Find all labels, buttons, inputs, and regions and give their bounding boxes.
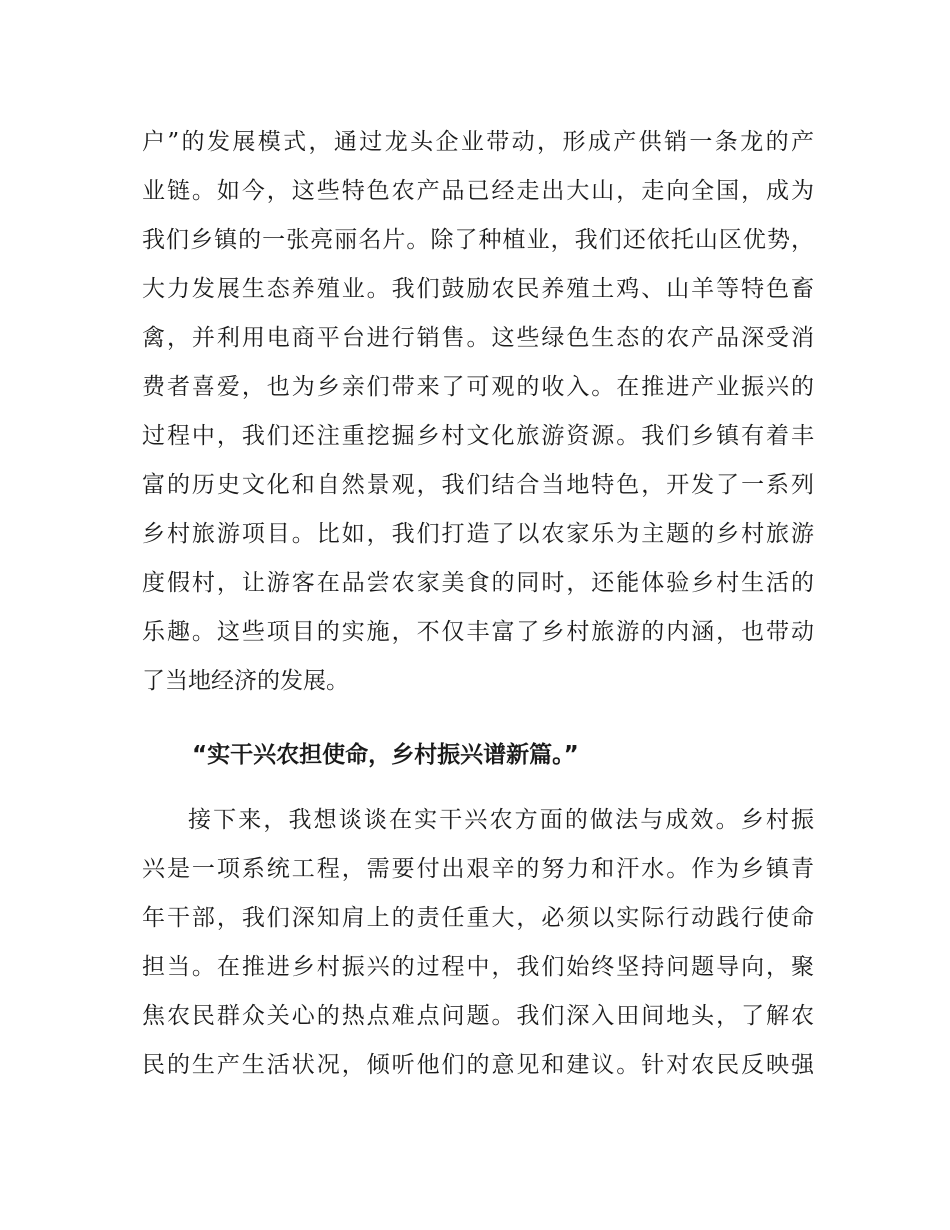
text-line: 富的历史文化和自然景观，我们结合当地特色，开发了一系列 (142, 472, 814, 498)
text-line: 焦农民群众关心的热点难点问题。我们深入田间地头，了解农 (142, 1003, 814, 1029)
section-heading: “实干兴农担使命，乡村振兴谱新篇。” (192, 742, 579, 768)
text-line: 大力发展生态养殖业。我们鼓励农民养殖土鸡、山羊等特色畜 (142, 276, 814, 302)
text-line: 乐趣。这些项目的实施，不仅丰富了乡村旅游的内涵，也带动 (142, 619, 814, 645)
text-line: 兴是一项系统工程，需要付出艰辛的努力和汗水。作为乡镇青 (142, 856, 814, 882)
text-line: 费者喜爱，也为乡亲们带来了可观的收入。在推进产业振兴的 (142, 374, 814, 400)
text-line: 了当地经济的发展。 (142, 668, 349, 694)
text-line: 禽，并利用电商平台进行销售。这些绿色生态的农产品深受消 (142, 325, 814, 351)
text-line: 过程中，我们还注重挖掘乡村文化旅游资源。我们乡镇有着丰 (142, 423, 814, 449)
text-line: 担当。在推进乡村振兴的过程中，我们始终坚持问题导向，聚 (142, 954, 814, 980)
text-line: 业链。如今，这些特色农产品已经走出大山，走向全国，成为 (142, 178, 814, 204)
body-paragraph (142, 118, 814, 706)
text-line: 乡村旅游项目。比如，我们打造了以农家乐为主题的乡村旅游 (142, 521, 814, 547)
text-line: 民的生产生活状况，倾听他们的意见和建议。针对农民反映强 (142, 1052, 814, 1078)
text-line: 户”的发展模式，通过龙头企业带动，形成产供销一条龙的产 (142, 129, 814, 155)
text-line: 我们乡镇的一张亮丽名片。除了种植业，我们还依托山区优势， (142, 227, 814, 253)
body-paragraph (142, 796, 814, 1090)
text-line: 接下来，我想谈谈在实干兴农方面的做法与成效。乡村振 (188, 807, 814, 833)
text-line: 度假村，让游客在品尝农家美食的同时，还能体验乡村生活的 (142, 570, 814, 596)
text-line: 年干部，我们深知肩上的责任重大，必须以实际行动践行使命 (142, 905, 814, 931)
